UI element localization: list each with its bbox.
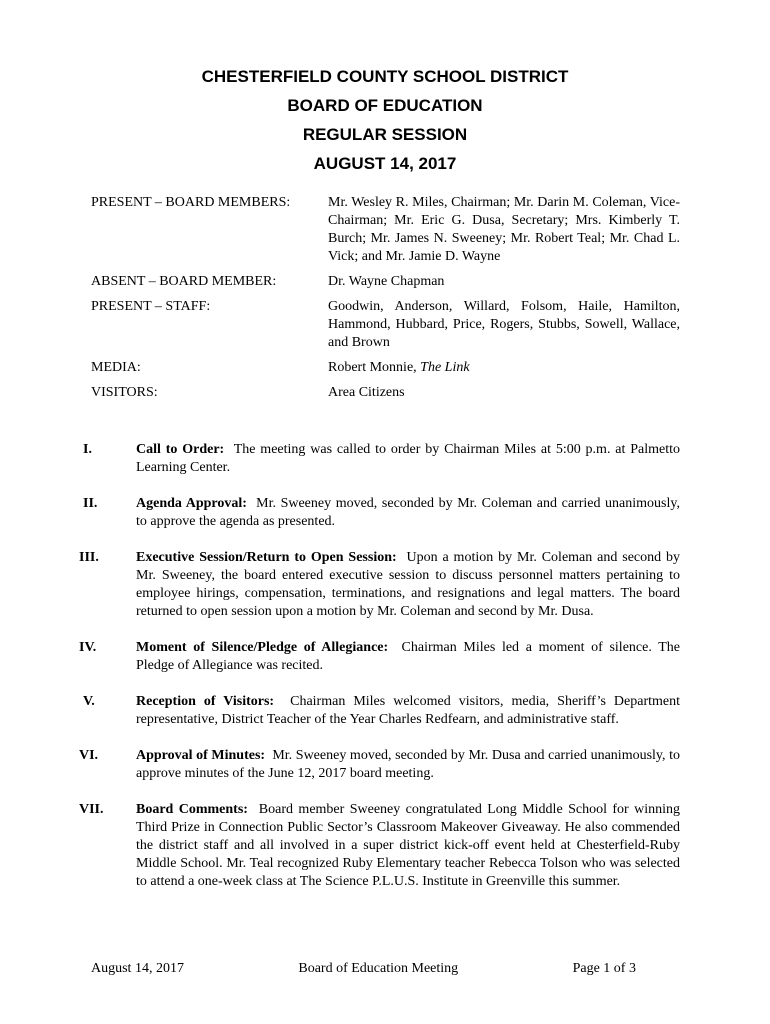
item-body xyxy=(136,693,680,729)
present-board-label: PRESENT – BOARD MEMBERS: xyxy=(91,195,291,210)
item-title: Board Comments: xyxy=(136,802,248,817)
item-body xyxy=(136,441,680,477)
present-staff-value: Goodwin, Anderson, Willard, Folsom, Haile, Hamilton, Hammond, Hubbard, Price, Rogers, Stubbs, Sowell, Wallace, and Brown xyxy=(328,299,680,350)
meeting-date: AUGUST 14, 2017 xyxy=(313,154,457,173)
agenda-item-reception-of-visitors xyxy=(79,693,680,729)
agenda-item-executive-session xyxy=(79,549,680,621)
item-number: VI. xyxy=(79,748,99,763)
item-text: The meeting was called to order by Chairman Miles at 5:00 p.m. at Palmetto Learning Center. xyxy=(136,442,681,475)
item-number: II. xyxy=(83,496,98,511)
present-board-value: Mr. Wesley R. Miles, Chairman; Mr. Darin M. Coleman, Vice-Chairman; Mr. Eric G. Dusa, Secretary; Mrs. Kimberly T. Burch; Mr. James N. Sweeney; Mr. Robert Teal; Mr. Chad L. Vick; and Mr. Jamie D. Wayne xyxy=(328,195,680,264)
item-title: Approval of Minutes: xyxy=(136,748,266,763)
attendance-section xyxy=(91,194,680,409)
item-number: I. xyxy=(83,442,92,457)
absent-board-label: ABSENT – BOARD MEMBER: xyxy=(91,274,277,289)
district-title: CHESTERFIELD COUNTY SCHOOL DISTRICT xyxy=(201,67,569,86)
absent-board-value: Dr. Wayne Chapman xyxy=(328,274,445,289)
item-title: Agenda Approval: xyxy=(136,496,247,511)
media-label: MEDIA: xyxy=(91,360,141,375)
visitors-row xyxy=(91,384,680,402)
item-body xyxy=(136,747,680,783)
item-body xyxy=(136,549,680,621)
item-text: Upon a motion by Mr. Coleman and second by Mr. Sweeney, the board entered executive session to discuss personnel matters pertaining to employee hirings, compensation, terminations, and resignations and legal matters. The board returned to open session upon a motion by Mr. Coleman and second by Mr. Dusa. xyxy=(136,550,681,619)
present-board-row xyxy=(91,194,680,266)
item-text: Board member Sweeney congratulated Long Middle School for winning Third Prize in Connection Public Sector’s Classroom Makeover Giveaway. He also commended the district staff and all involved in a super district kick-off event held at Chesterfield-Ruby Middle School. Mr. Teal recognized Ruby Elementary teacher Rebecca Tolson who was selected to attend a one-week class at The Science P.L.U.S. Institute in Greenville this summer. xyxy=(136,802,681,889)
item-title: Executive Session/Return to Open Session: xyxy=(136,550,397,565)
agenda-item-moment-of-silence xyxy=(79,639,680,675)
item-title: Moment of Silence/Pledge of Allegiance: xyxy=(136,640,389,655)
item-number: V. xyxy=(83,694,95,709)
item-number: III. xyxy=(79,550,99,565)
absent-board-row xyxy=(91,273,680,291)
item-number: VII. xyxy=(79,802,104,817)
present-staff-label: PRESENT – STAFF: xyxy=(91,299,211,314)
board-title: BOARD OF EDUCATION xyxy=(287,96,483,115)
item-text: Mr. Sweeney moved, seconded by Mr. Dusa and carried unanimously, to approve minutes of the June 12, 2017 board meeting. xyxy=(136,748,681,781)
item-body xyxy=(136,495,680,531)
agenda-item-approval-of-minutes xyxy=(79,747,680,783)
footer-title: Board of Education Meeting xyxy=(298,961,459,976)
media-outlet: The Link xyxy=(420,360,470,375)
agenda-item-agenda-approval xyxy=(79,495,680,531)
item-number: IV. xyxy=(79,640,97,655)
item-title: Reception of Visitors: xyxy=(136,694,275,709)
page-number: Page 1 of 3 xyxy=(572,961,636,976)
footer-date: August 14, 2017 xyxy=(91,961,184,976)
media-value xyxy=(328,359,680,377)
item-body xyxy=(136,801,680,891)
item-text: Chairman Miles led a moment of silence. The Pledge of Allegiance was recited. xyxy=(136,640,681,673)
item-text: Mr. Sweeney moved, seconded by Mr. Coleman and carried unanimously, to approve the agenda as presented. xyxy=(136,496,680,529)
item-body xyxy=(136,639,680,675)
visitors-value: Area Citizens xyxy=(328,385,405,400)
agenda-item-board-comments xyxy=(79,801,680,891)
document-header xyxy=(0,62,770,178)
agenda-items xyxy=(79,441,680,909)
present-staff-row xyxy=(91,298,680,352)
item-text: Chairman Miles welcomed visitors, media, Sheriff’s Department representative, District Teacher of the Year Charles Redfearn, and administrative staff. xyxy=(136,694,680,727)
agenda-item-call-to-order xyxy=(79,441,680,477)
media-row xyxy=(91,359,680,377)
visitors-label: VISITORS: xyxy=(91,385,158,400)
page-footer xyxy=(91,960,636,978)
media-name: Robert Monnie, xyxy=(328,360,421,375)
session-title: REGULAR SESSION xyxy=(302,125,468,144)
item-title: Call to Order: xyxy=(136,442,225,457)
